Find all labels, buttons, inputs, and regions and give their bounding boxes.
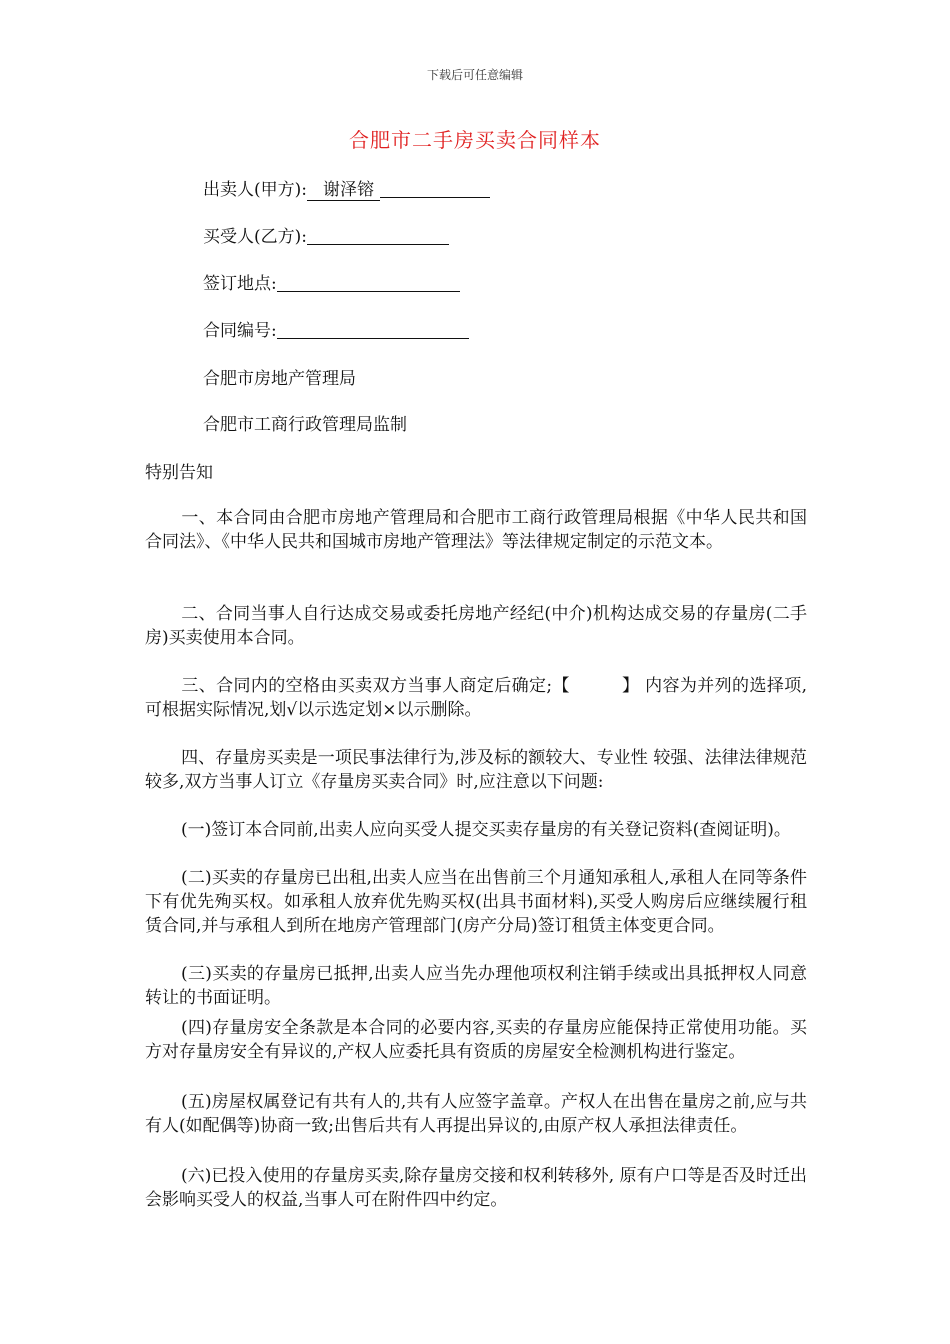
document-title: 合肥市二手房买卖合同样本 xyxy=(349,128,601,152)
buyer-blank-line xyxy=(307,226,449,245)
notice-item-1: (一)签订本合同前,出卖人应向买受人提交买卖存量房的有关登记资料(查阅证明)。 xyxy=(181,820,791,840)
notice-item-3: (三)买卖的存量房已抵押,出卖人应当先办理他项权利注销手续或出具抵押权人同意转让的书面证明。 xyxy=(145,964,807,1008)
notice-paragraph-2: 二、合同当事人自行达成交易或委托房地产经纪(中介)机构达成交易的存量房(二手房)买卖使用本合同。 xyxy=(145,604,807,648)
seller-field xyxy=(203,175,490,201)
place-blank-line xyxy=(277,273,460,292)
notice-paragraph-4: 四、存量房买卖是一项民事法律行为,涉及标的额较大、专业性 较强、法律法律规范较多,双方当事人订立《存量房买卖合同》时,应注意以下问题: xyxy=(145,748,807,792)
header-note: 下载后可任意编辑 xyxy=(426,68,523,82)
buyer-field xyxy=(203,222,449,247)
contract-no-field xyxy=(203,316,469,341)
contract-no-label: 合同编号: xyxy=(203,321,277,341)
issuer-real-estate-bureau: 合肥市房地产管理局 xyxy=(203,369,356,389)
seller-blank-line xyxy=(380,179,490,198)
notice-item-5: (五)房屋权属登记有共有人的,共有人应签字盖章。产权人在出售在量房之前,应与共有人(如配偶等)协商一致;出售后共有人再提出异议的,由原产权人承担法律责任。 xyxy=(145,1092,807,1136)
buyer-label: 买受人(乙方): xyxy=(203,227,307,247)
notice-paragraph-3: 三、合同内的空格由买卖双方当事人商定后确定;【 】 内容为并列的选择项,可根据实际情况,划√以示选定划×以示删除。 xyxy=(145,676,807,720)
seller-value: 谢泽镕 xyxy=(307,175,380,201)
notice-item-6: (六)已投入使用的存量房买卖,除存量房交接和权利转移外, 原有户口等是否及时迁出会影响买受人的权益,当事人可在附件四中约定。 xyxy=(145,1166,807,1210)
notice-item-2: (二)买卖的存量房已出租,出卖人应当在出售前三个月通知承租人,承租人在同等条件下有优先殉买权。如承租人放弃优先购买权(出具书面材料),买受人购房后应继续履行租赁合同,并与承租人到所在地房产管理部门(房产分局)签订租赁主体变更合同。 xyxy=(145,868,807,936)
place-field xyxy=(203,269,460,294)
notice-heading: 特别告知 xyxy=(145,463,213,483)
seller-label: 出卖人(甲方): xyxy=(203,180,307,200)
notice-paragraph-1: 一、本合同由合肥市房地产管理局和合肥市工商行政管理局根据《中华人民共和国合同法》、《中华人民共和国城市房地产管理法》等法律规定制定的示范文本。 xyxy=(145,508,807,552)
issuer-commerce-bureau: 合肥市工商行政管理局监制 xyxy=(203,415,407,435)
contract-no-blank-line xyxy=(277,320,469,339)
notice-item-4: (四)存量房安全条款是本合同的必要内容,买卖的存量房应能保持正常使用功能。买方对存量房安全有异议的,产权人应委托具有资质的房屋安全检测机构进行鉴定。 xyxy=(145,1018,807,1062)
place-label: 签订地点: xyxy=(203,274,277,294)
